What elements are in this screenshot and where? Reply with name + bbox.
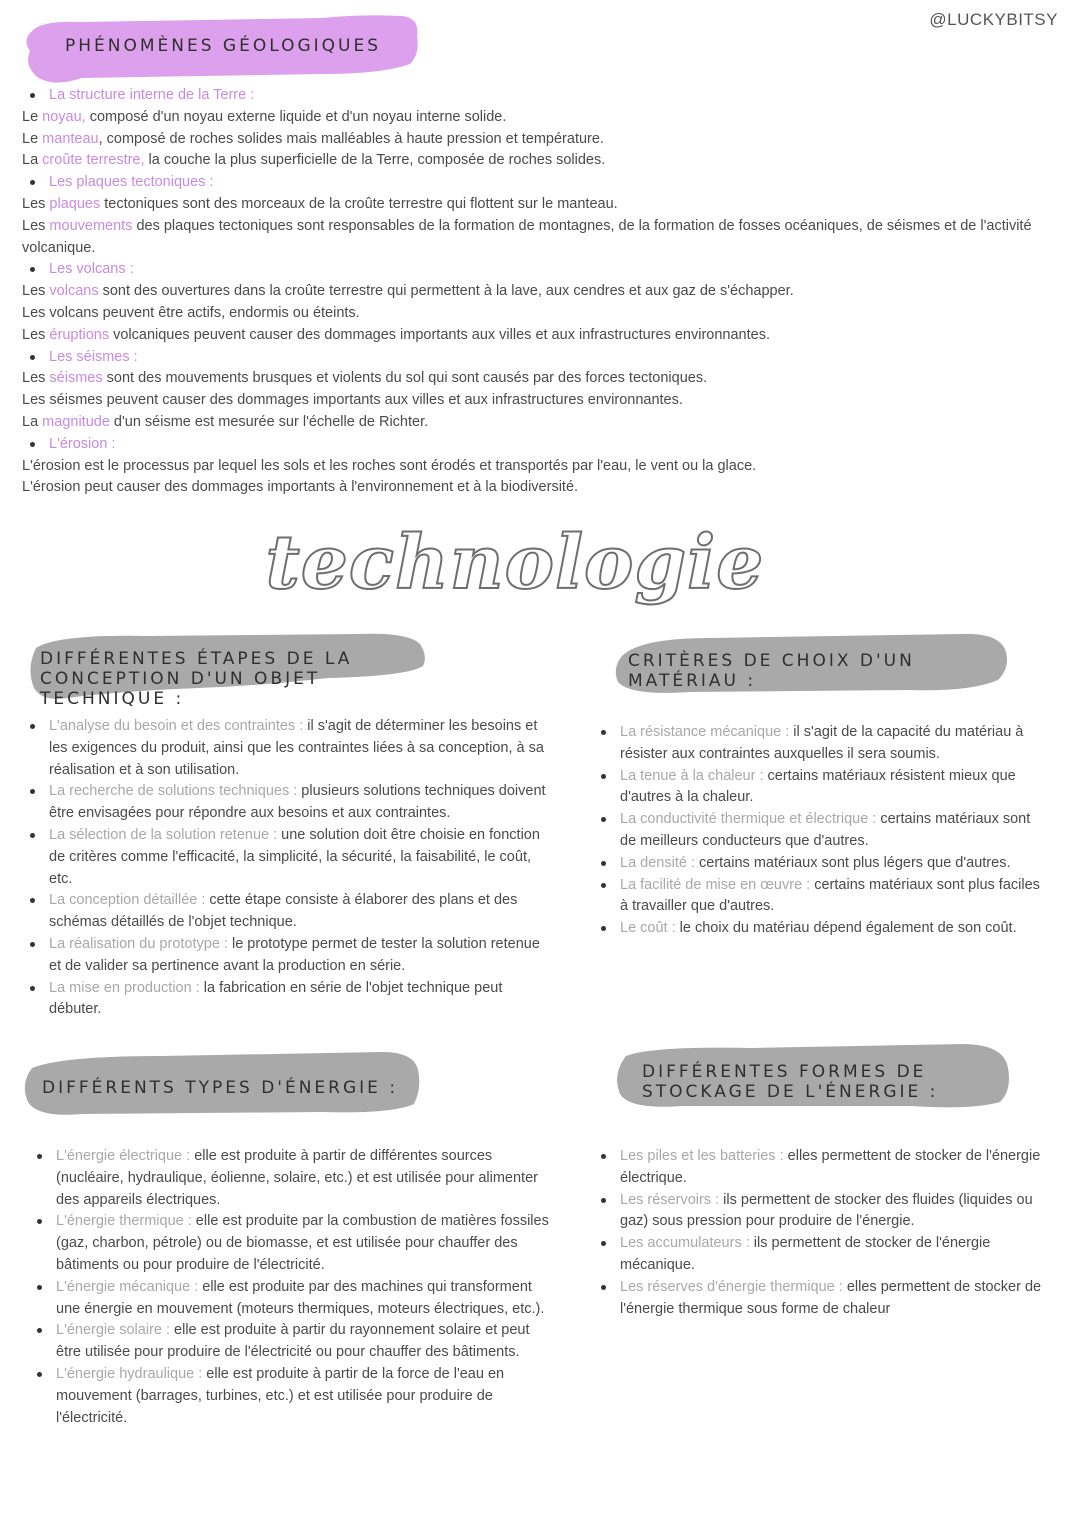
- geology-subheading: [22, 259, 1032, 281]
- highlight-term: Les plaques tectoniques :: [49, 174, 214, 191]
- geology-subheading: [22, 172, 1032, 194]
- highlight-term: mouvements: [49, 217, 133, 234]
- item-text: le prototype permet de tester la solution retenue et de valider sa pertinence avant la production en série.: [49, 935, 540, 974]
- item-text: il s'agit de la capacité du matériau à résister aux contraintes auxquelles il sera soumis.: [620, 724, 1024, 762]
- etapes-banner: [28, 628, 438, 718]
- stockage-list: [593, 1146, 1048, 1320]
- body-text: des plaques tectoniques sont responsables de la formation de montagnes, de la formation de fosses océaniques, de séismes et de l'activité volcanique.: [22, 217, 1032, 256]
- body-text: Les: [22, 326, 50, 343]
- banner-title-line: MATÉRIAU :: [628, 671, 757, 691]
- item-text: une solution doit être choisie en fonction de critères comme l'efficacité, la simplicité, la sécurité, la faisabilité, le coût, etc.: [49, 826, 540, 887]
- geology-subheading: [22, 434, 1032, 456]
- geology-line: [22, 477, 1032, 499]
- list-item: [593, 1233, 1048, 1277]
- geology-line: [22, 281, 1032, 303]
- list-item: [593, 875, 1048, 919]
- body-text: volcaniques peuvent causer des dommages importants aux villes et aux infrastructures environnantes.: [109, 326, 770, 343]
- list-item: [22, 934, 547, 978]
- criteres-list: [593, 722, 1048, 940]
- energies-banner: [22, 1048, 422, 1120]
- body-text: sont des ouvertures dans la croûte terrestre qui permettent à la lave, aux cendres et aux gaz de s'échapper.: [98, 283, 794, 300]
- item-text: certains matériaux sont plus légers que d'autres.: [694, 854, 1011, 871]
- item-key: L'énergie mécanique :: [56, 1278, 199, 1295]
- item-key: Les piles et les batteries :: [620, 1148, 784, 1164]
- item-key: La conception détaillée :: [49, 892, 206, 909]
- body-text: d'un séisme est mesurée sur l'échelle de Richter.: [109, 413, 429, 430]
- geology-title: PHÉNOMÈNES GÉOLOGIQUES: [65, 36, 382, 56]
- item-key: L'analyse du besoin et des contraintes :: [49, 718, 304, 734]
- geology-subheading: [22, 347, 1032, 369]
- body-text: L'érosion est le processus par lequel les sols et les roches sont érodés et transportés par l'eau, le vent ou la glace.: [22, 457, 757, 474]
- etapes-list: [22, 716, 547, 1021]
- item-key: La réalisation du prototype :: [49, 935, 228, 952]
- author-handle: @LUCKYBITSY: [929, 10, 1058, 29]
- list-item: [22, 890, 547, 934]
- body-text: tectoniques sont des morceaux de la croûte terrestre qui flottent sur le manteau.: [100, 195, 618, 212]
- body-text: la couche la plus superficielle de la Terre, composée de roches solides.: [144, 152, 606, 169]
- list-item: [29, 1146, 554, 1211]
- highlight-term: éruptions: [49, 326, 110, 343]
- technologie-title: technologie: [265, 520, 765, 606]
- list-item: [29, 1364, 554, 1429]
- body-text: Les volcans peuvent être actifs, endormis ou éteints.: [22, 304, 360, 321]
- item-key: Les réservoirs :: [620, 1191, 720, 1208]
- highlight-term: L'érosion :: [49, 435, 116, 452]
- list-item: [22, 978, 547, 1022]
- item-text: certains matériaux sont plus faciles à travailler que d'autres.: [620, 876, 1040, 915]
- item-key: La sélection de la solution retenue :: [49, 826, 278, 843]
- geology-line: [22, 325, 1032, 347]
- item-key: La recherche de solutions techniques :: [49, 783, 298, 800]
- geology-line: [22, 390, 1032, 412]
- geology-line: [22, 412, 1032, 434]
- body-text: Le: [22, 130, 43, 147]
- list-item: [22, 825, 547, 890]
- list-item: [593, 766, 1048, 810]
- geology-line: [22, 107, 1032, 129]
- criteres-title: [628, 651, 915, 691]
- geology-line: [22, 368, 1032, 390]
- banner-title-line: STOCKAGE DE L'ÉNERGIE :: [642, 1082, 939, 1102]
- highlight-term: volcans: [49, 283, 99, 300]
- item-text: certains matériaux résistent mieux que d'autres à la chaleur.: [620, 767, 1016, 806]
- stockage-title: [642, 1062, 938, 1102]
- item-key: Les accumulateurs :: [620, 1235, 750, 1252]
- list-item: [593, 918, 1048, 940]
- item-text: cette étape consiste à élaborer des plans et des schémas détaillés de l'objet technique.: [49, 892, 518, 931]
- body-text: Les séismes peuvent causer des dommages importants aux villes et aux infrastructures environnantes.: [22, 392, 683, 409]
- item-text: elle est produite à partir du rayonnement solaire et peut être utilisée pour produire de l'électricité ou pour chauffer des bâtiments.: [56, 1322, 530, 1361]
- item-text: le choix du matériau dépend également de son coût.: [675, 920, 1017, 937]
- highlight-term: La structure interne de la Terre :: [49, 87, 255, 103]
- item-key: L'énergie thermique :: [56, 1213, 192, 1230]
- item-key: La densité :: [620, 854, 695, 871]
- stockage-banner: [612, 1040, 1012, 1112]
- list-item: [593, 809, 1048, 853]
- etapes-title: [40, 649, 352, 709]
- item-text: la fabrication en série de l'objet technique peut débuter.: [49, 979, 503, 1018]
- highlight-term: séismes: [49, 370, 103, 387]
- body-text: Les: [22, 195, 50, 212]
- highlight-term: croûte terrestre,: [42, 152, 145, 169]
- geology-content: [22, 85, 1032, 499]
- highlight-term: manteau: [42, 130, 99, 147]
- list-item: [29, 1211, 554, 1276]
- highlight-term: Les séismes :: [49, 348, 138, 365]
- list-item: [593, 722, 1048, 766]
- body-text: La: [22, 152, 43, 169]
- item-key: Les réserves d'énergie thermique :: [620, 1278, 843, 1295]
- list-item: [29, 1277, 554, 1321]
- banner-title-line: DIFFÉRENTES FORMES DE: [642, 1062, 927, 1082]
- item-key: La tenue à la chaleur :: [620, 767, 764, 784]
- geology-subheading: [22, 85, 1032, 107]
- highlight-term: plaques: [49, 195, 101, 212]
- list-item: [593, 1277, 1048, 1321]
- geology-line: [22, 303, 1032, 325]
- body-text: L'érosion peut causer des dommages importants à l'environnement et à la biodiversité.: [22, 479, 579, 496]
- list-item: [29, 1320, 554, 1364]
- item-text: certains matériaux sont de meilleurs conducteurs que d'autres.: [620, 811, 1031, 849]
- body-text: composé d'un noyau externe liquide et d'un noyau interne solide.: [85, 108, 507, 125]
- item-text: elles permettent de stocker de l'énergie électrique.: [620, 1148, 1041, 1186]
- banner-title-line: TECHNIQUE :: [40, 689, 185, 709]
- item-text: elles permettent de stocker de l'énergie thermique sous forme de chaleur: [620, 1278, 1042, 1317]
- item-text: elle est produite à partir de différentes sources (nucléaire, hydraulique, éolienne, solaire, etc.) et est utilisée pour alimenter des appareils électriques.: [56, 1148, 538, 1208]
- list-item: [22, 781, 547, 825]
- item-key: La facilité de mise en œuvre :: [620, 876, 811, 893]
- list-item: [593, 853, 1048, 875]
- banner-title-line: DIFFÉRENTS TYPES D'ÉNERGIE :: [42, 1078, 399, 1098]
- item-text: elle est produite par la combustion de matières fossiles (gaz, charbon, pétrole) ou de biomasse, et est utilisée pour chauffer des bâtiments ou pour produire de l'électricité.: [56, 1213, 549, 1273]
- geology-line: [22, 456, 1032, 478]
- body-text: , composé de roches solides mais malléables à haute pression et température.: [98, 130, 604, 147]
- body-text: La: [22, 413, 43, 430]
- banner-title-line: DIFFÉRENTES ÉTAPES DE LA: [40, 649, 353, 669]
- criteres-banner: [610, 628, 1010, 698]
- list-item: [593, 1190, 1048, 1234]
- body-text: Les: [22, 217, 50, 234]
- item-key: L'énergie électrique :: [56, 1148, 191, 1164]
- item-key: L'énergie solaire :: [56, 1322, 171, 1339]
- item-text: il s'agit de déterminer les besoins et les exigences du produit, ainsi que les contraintes liées à sa conception, à sa réalisation et à son utilisation.: [49, 718, 544, 778]
- banner-title-line: CONCEPTION D'UN OBJET: [40, 669, 321, 689]
- item-key: La conductivité thermique et électrique :: [620, 811, 877, 828]
- item-key: Le coût :: [620, 920, 676, 937]
- highlight-term: noyau,: [42, 108, 86, 125]
- geology-line: [22, 216, 1032, 260]
- item-text: ils permettent de stocker des fluides (liquides ou gaz) sous pression pour produire de l'énergie.: [620, 1191, 1033, 1230]
- body-text: Les: [22, 370, 50, 387]
- item-key: L'énergie hydraulique :: [56, 1365, 203, 1382]
- highlight-term: Les volcans :: [49, 261, 134, 278]
- geology-line: [22, 129, 1032, 151]
- body-text: Les: [22, 283, 50, 300]
- item-text: elle est produite par des machines qui transforment une énergie en mouvement (moteurs thermiques, moteurs électriques, etc.).: [56, 1278, 545, 1317]
- energies-title: [42, 1078, 398, 1098]
- item-key: La mise en production :: [49, 979, 200, 996]
- item-text: plusieurs solutions techniques doivent être envisagées pour répondre aux besoins et aux contraintes.: [49, 783, 546, 822]
- banner-title-line: CRITÈRES DE CHOIX D'UN: [628, 651, 915, 671]
- geology-line: [22, 194, 1032, 216]
- item-text: ils permettent de stocker de l'énergie mécanique.: [620, 1235, 991, 1273]
- list-item: [593, 1146, 1048, 1190]
- item-text: elle est produite à partir de la force de l'eau en mouvement (barrages, turbines, etc.) et est utilisée pour produire de l'électricité.: [56, 1365, 505, 1426]
- item-key: La résistance mécanique :: [620, 724, 790, 740]
- highlight-term: magnitude: [42, 413, 110, 430]
- list-item: [22, 716, 547, 781]
- body-text: sont des mouvements brusques et violents du sol qui sont causés par des forces tectoniques.: [102, 370, 708, 387]
- energies-list: [29, 1146, 554, 1429]
- geology-title-banner: [22, 6, 422, 86]
- body-text: Le: [22, 108, 43, 125]
- geology-line: [22, 150, 1032, 172]
